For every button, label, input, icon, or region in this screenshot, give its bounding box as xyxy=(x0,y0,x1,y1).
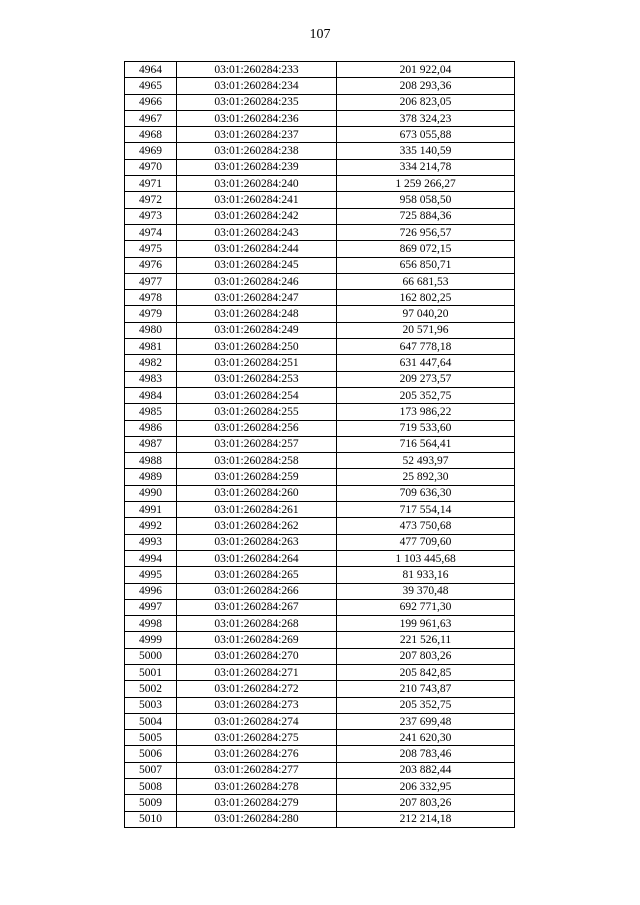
table-row xyxy=(125,697,515,713)
cadastral-value-cell: 199 961,63 xyxy=(337,616,515,632)
cadastral-value-cell: 716 564,41 xyxy=(337,436,515,452)
row-number-cell: 4982 xyxy=(125,355,177,371)
row-number-cell: 4965 xyxy=(125,78,177,94)
row-number-cell: 4981 xyxy=(125,339,177,355)
cadastral-value-cell: 656 850,71 xyxy=(337,257,515,273)
cadastral-number-cell: 03:01:260284:262 xyxy=(177,518,337,534)
table-row xyxy=(125,78,515,94)
row-number-cell: 5010 xyxy=(125,811,177,827)
row-number-cell: 4984 xyxy=(125,387,177,403)
cadastral-value-cell: 221 526,11 xyxy=(337,632,515,648)
cadastral-number-cell: 03:01:260284:260 xyxy=(177,485,337,501)
cadastral-number-cell: 03:01:260284:238 xyxy=(177,143,337,159)
table-row xyxy=(125,469,515,485)
cadastral-value-cell: 869 072,15 xyxy=(337,241,515,257)
row-number-cell: 5004 xyxy=(125,713,177,729)
row-number-cell: 4988 xyxy=(125,453,177,469)
cadastral-number-cell: 03:01:260284:265 xyxy=(177,567,337,583)
cadastral-number-cell: 03:01:260284:276 xyxy=(177,746,337,762)
table-row xyxy=(125,306,515,322)
table-row xyxy=(125,648,515,664)
table-row xyxy=(125,713,515,729)
cadastral-number-cell: 03:01:260284:244 xyxy=(177,241,337,257)
table-row xyxy=(125,404,515,420)
table-row xyxy=(125,779,515,795)
row-number-cell: 4971 xyxy=(125,176,177,192)
cadastral-number-cell: 03:01:260284:277 xyxy=(177,762,337,778)
cadastral-value-cell: 205 842,85 xyxy=(337,664,515,680)
row-number-cell: 4997 xyxy=(125,599,177,615)
cadastral-value-cell: 97 040,20 xyxy=(337,306,515,322)
table-row xyxy=(125,485,515,501)
row-number-cell: 4987 xyxy=(125,436,177,452)
row-number-cell: 4994 xyxy=(125,550,177,566)
cadastral-number-cell: 03:01:260284:243 xyxy=(177,224,337,240)
cadastral-number-cell: 03:01:260284:254 xyxy=(177,387,337,403)
table-row xyxy=(125,62,515,78)
row-number-cell: 4995 xyxy=(125,567,177,583)
cadastral-number-cell: 03:01:260284:279 xyxy=(177,795,337,811)
row-number-cell: 5003 xyxy=(125,697,177,713)
cadastral-value-cell: 335 140,59 xyxy=(337,143,515,159)
row-number-cell: 4999 xyxy=(125,632,177,648)
table-row xyxy=(125,550,515,566)
row-number-cell: 4972 xyxy=(125,192,177,208)
table-row xyxy=(125,94,515,110)
table-row xyxy=(125,290,515,306)
row-number-cell: 4986 xyxy=(125,420,177,436)
cadastral-value-cell: 473 750,68 xyxy=(337,518,515,534)
row-number-cell: 5007 xyxy=(125,762,177,778)
cadastral-value-cell: 212 214,18 xyxy=(337,811,515,827)
table-row xyxy=(125,583,515,599)
cadastral-value-cell: 25 892,30 xyxy=(337,469,515,485)
row-number-cell: 5009 xyxy=(125,795,177,811)
table-row xyxy=(125,371,515,387)
row-number-cell: 4996 xyxy=(125,583,177,599)
table-row xyxy=(125,176,515,192)
row-number-cell: 4985 xyxy=(125,404,177,420)
cadastral-number-cell: 03:01:260284:270 xyxy=(177,648,337,664)
row-number-cell: 4964 xyxy=(125,62,177,78)
cadastral-value-cell: 66 681,53 xyxy=(337,273,515,289)
row-number-cell: 5002 xyxy=(125,681,177,697)
cadastral-value-cell: 207 803,26 xyxy=(337,795,515,811)
cadastral-number-cell: 03:01:260284:258 xyxy=(177,453,337,469)
row-number-cell: 4968 xyxy=(125,127,177,143)
cadastral-value-cell: 647 778,18 xyxy=(337,339,515,355)
cadastral-number-cell: 03:01:260284:249 xyxy=(177,322,337,338)
row-number-cell: 4990 xyxy=(125,485,177,501)
table-row xyxy=(125,453,515,469)
cadastral-value-cell: 692 771,30 xyxy=(337,599,515,615)
cadastral-value-cell: 206 823,05 xyxy=(337,94,515,110)
page-number: 107 xyxy=(309,27,331,42)
row-number-cell: 4966 xyxy=(125,94,177,110)
cadastral-value-cell: 719 533,60 xyxy=(337,420,515,436)
cadastral-number-cell: 03:01:260284:233 xyxy=(177,62,337,78)
cadastral-value-cell: 210 743,87 xyxy=(337,681,515,697)
row-number-cell: 4967 xyxy=(125,110,177,126)
cadastral-number-cell: 03:01:260284:269 xyxy=(177,632,337,648)
row-number-cell: 4992 xyxy=(125,518,177,534)
table-row xyxy=(125,518,515,534)
cadastral-number-cell: 03:01:260284:255 xyxy=(177,404,337,420)
cadastral-number-cell: 03:01:260284:263 xyxy=(177,534,337,550)
table-row xyxy=(125,599,515,615)
table-row xyxy=(125,436,515,452)
cadastral-value-cell: 207 803,26 xyxy=(337,648,515,664)
cadastral-value-cell: 717 554,14 xyxy=(337,502,515,518)
cadastral-number-cell: 03:01:260284:274 xyxy=(177,713,337,729)
cadastral-value-cell: 209 273,57 xyxy=(337,371,515,387)
table-row xyxy=(125,224,515,240)
table-row xyxy=(125,681,515,697)
cadastral-number-cell: 03:01:260284:278 xyxy=(177,779,337,795)
table-row xyxy=(125,762,515,778)
table-row xyxy=(125,127,515,143)
cadastral-value-table xyxy=(124,61,515,828)
row-number-cell: 5005 xyxy=(125,730,177,746)
cadastral-number-cell: 03:01:260284:259 xyxy=(177,469,337,485)
cadastral-number-cell: 03:01:260284:257 xyxy=(177,436,337,452)
row-number-cell: 4974 xyxy=(125,224,177,240)
cadastral-value-cell: 725 884,36 xyxy=(337,208,515,224)
table-row xyxy=(125,339,515,355)
table-row xyxy=(125,110,515,126)
cadastral-number-cell: 03:01:260284:272 xyxy=(177,681,337,697)
table-row xyxy=(125,616,515,632)
cadastral-number-cell: 03:01:260284:246 xyxy=(177,273,337,289)
cadastral-value-cell: 201 922,04 xyxy=(337,62,515,78)
table-row xyxy=(125,273,515,289)
row-number-cell: 4991 xyxy=(125,502,177,518)
cadastral-value-cell: 52 493,97 xyxy=(337,453,515,469)
cadastral-number-cell: 03:01:260284:239 xyxy=(177,159,337,175)
table-row xyxy=(125,208,515,224)
cadastral-number-cell: 03:01:260284:253 xyxy=(177,371,337,387)
cadastral-value-cell: 205 352,75 xyxy=(337,387,515,403)
table-body xyxy=(125,62,515,828)
table-row xyxy=(125,420,515,436)
cadastral-value-cell: 378 324,23 xyxy=(337,110,515,126)
row-number-cell: 5001 xyxy=(125,664,177,680)
cadastral-number-cell: 03:01:260284:264 xyxy=(177,550,337,566)
row-number-cell: 4978 xyxy=(125,290,177,306)
cadastral-value-cell: 1 259 266,27 xyxy=(337,176,515,192)
cadastral-value-cell: 1 103 445,68 xyxy=(337,550,515,566)
cadastral-value-cell: 958 058,50 xyxy=(337,192,515,208)
row-number-cell: 4993 xyxy=(125,534,177,550)
row-number-cell: 4979 xyxy=(125,306,177,322)
table-row xyxy=(125,192,515,208)
cadastral-number-cell: 03:01:260284:241 xyxy=(177,192,337,208)
table-row xyxy=(125,322,515,338)
cadastral-number-cell: 03:01:260284:261 xyxy=(177,502,337,518)
cadastral-value-cell: 39 370,48 xyxy=(337,583,515,599)
cadastral-number-cell: 03:01:260284:256 xyxy=(177,420,337,436)
cadastral-value-cell: 334 214,78 xyxy=(337,159,515,175)
row-number-cell: 5000 xyxy=(125,648,177,664)
table-row xyxy=(125,534,515,550)
cadastral-number-cell: 03:01:260284:251 xyxy=(177,355,337,371)
table-row xyxy=(125,664,515,680)
row-number-cell: 4983 xyxy=(125,371,177,387)
cadastral-value-cell: 726 956,57 xyxy=(337,224,515,240)
cadastral-number-cell: 03:01:260284:240 xyxy=(177,176,337,192)
table-row xyxy=(125,502,515,518)
cadastral-value-cell: 709 636,30 xyxy=(337,485,515,501)
table-row xyxy=(125,795,515,811)
table-row xyxy=(125,746,515,762)
row-number-cell: 4973 xyxy=(125,208,177,224)
table-row xyxy=(125,730,515,746)
cadastral-number-cell: 03:01:260284:267 xyxy=(177,599,337,615)
row-number-cell: 4969 xyxy=(125,143,177,159)
cadastral-value-cell: 241 620,30 xyxy=(337,730,515,746)
cadastral-value-cell: 203 882,44 xyxy=(337,762,515,778)
cadastral-number-cell: 03:01:260284:245 xyxy=(177,257,337,273)
table-row xyxy=(125,143,515,159)
cadastral-value-cell: 477 709,60 xyxy=(337,534,515,550)
cadastral-value-cell: 81 933,16 xyxy=(337,567,515,583)
table-row xyxy=(125,811,515,827)
table-row xyxy=(125,159,515,175)
cadastral-number-cell: 03:01:260284:235 xyxy=(177,94,337,110)
cadastral-value-cell: 162 802,25 xyxy=(337,290,515,306)
table-row xyxy=(125,355,515,371)
row-number-cell: 4980 xyxy=(125,322,177,338)
table-row xyxy=(125,632,515,648)
cadastral-number-cell: 03:01:260284:250 xyxy=(177,339,337,355)
cadastral-value-cell: 205 352,75 xyxy=(337,697,515,713)
cadastral-number-cell: 03:01:260284:266 xyxy=(177,583,337,599)
cadastral-number-cell: 03:01:260284:273 xyxy=(177,697,337,713)
cadastral-value-cell: 206 332,95 xyxy=(337,779,515,795)
table-row xyxy=(125,257,515,273)
row-number-cell: 4977 xyxy=(125,273,177,289)
cadastral-number-cell: 03:01:260284:242 xyxy=(177,208,337,224)
row-number-cell: 4976 xyxy=(125,257,177,273)
cadastral-value-cell: 20 571,96 xyxy=(337,322,515,338)
row-number-cell: 4970 xyxy=(125,159,177,175)
table-row xyxy=(125,241,515,257)
cadastral-number-cell: 03:01:260284:275 xyxy=(177,730,337,746)
row-number-cell: 4998 xyxy=(125,616,177,632)
cadastral-value-cell: 673 055,88 xyxy=(337,127,515,143)
cadastral-value-cell: 208 293,36 xyxy=(337,78,515,94)
cadastral-number-cell: 03:01:260284:237 xyxy=(177,127,337,143)
cadastral-value-cell: 237 699,48 xyxy=(337,713,515,729)
cadastral-number-cell: 03:01:260284:248 xyxy=(177,306,337,322)
row-number-cell: 4989 xyxy=(125,469,177,485)
cadastral-number-cell: 03:01:260284:247 xyxy=(177,290,337,306)
row-number-cell: 4975 xyxy=(125,241,177,257)
cadastral-number-cell: 03:01:260284:234 xyxy=(177,78,337,94)
cadastral-number-cell: 03:01:260284:268 xyxy=(177,616,337,632)
cadastral-value-cell: 631 447,64 xyxy=(337,355,515,371)
row-number-cell: 5006 xyxy=(125,746,177,762)
cadastral-number-cell: 03:01:260284:280 xyxy=(177,811,337,827)
table-row xyxy=(125,567,515,583)
cadastral-value-cell: 173 986,22 xyxy=(337,404,515,420)
cadastral-number-cell: 03:01:260284:271 xyxy=(177,664,337,680)
row-number-cell: 5008 xyxy=(125,779,177,795)
cadastral-number-cell: 03:01:260284:236 xyxy=(177,110,337,126)
cadastral-value-cell: 208 783,46 xyxy=(337,746,515,762)
table-row xyxy=(125,387,515,403)
